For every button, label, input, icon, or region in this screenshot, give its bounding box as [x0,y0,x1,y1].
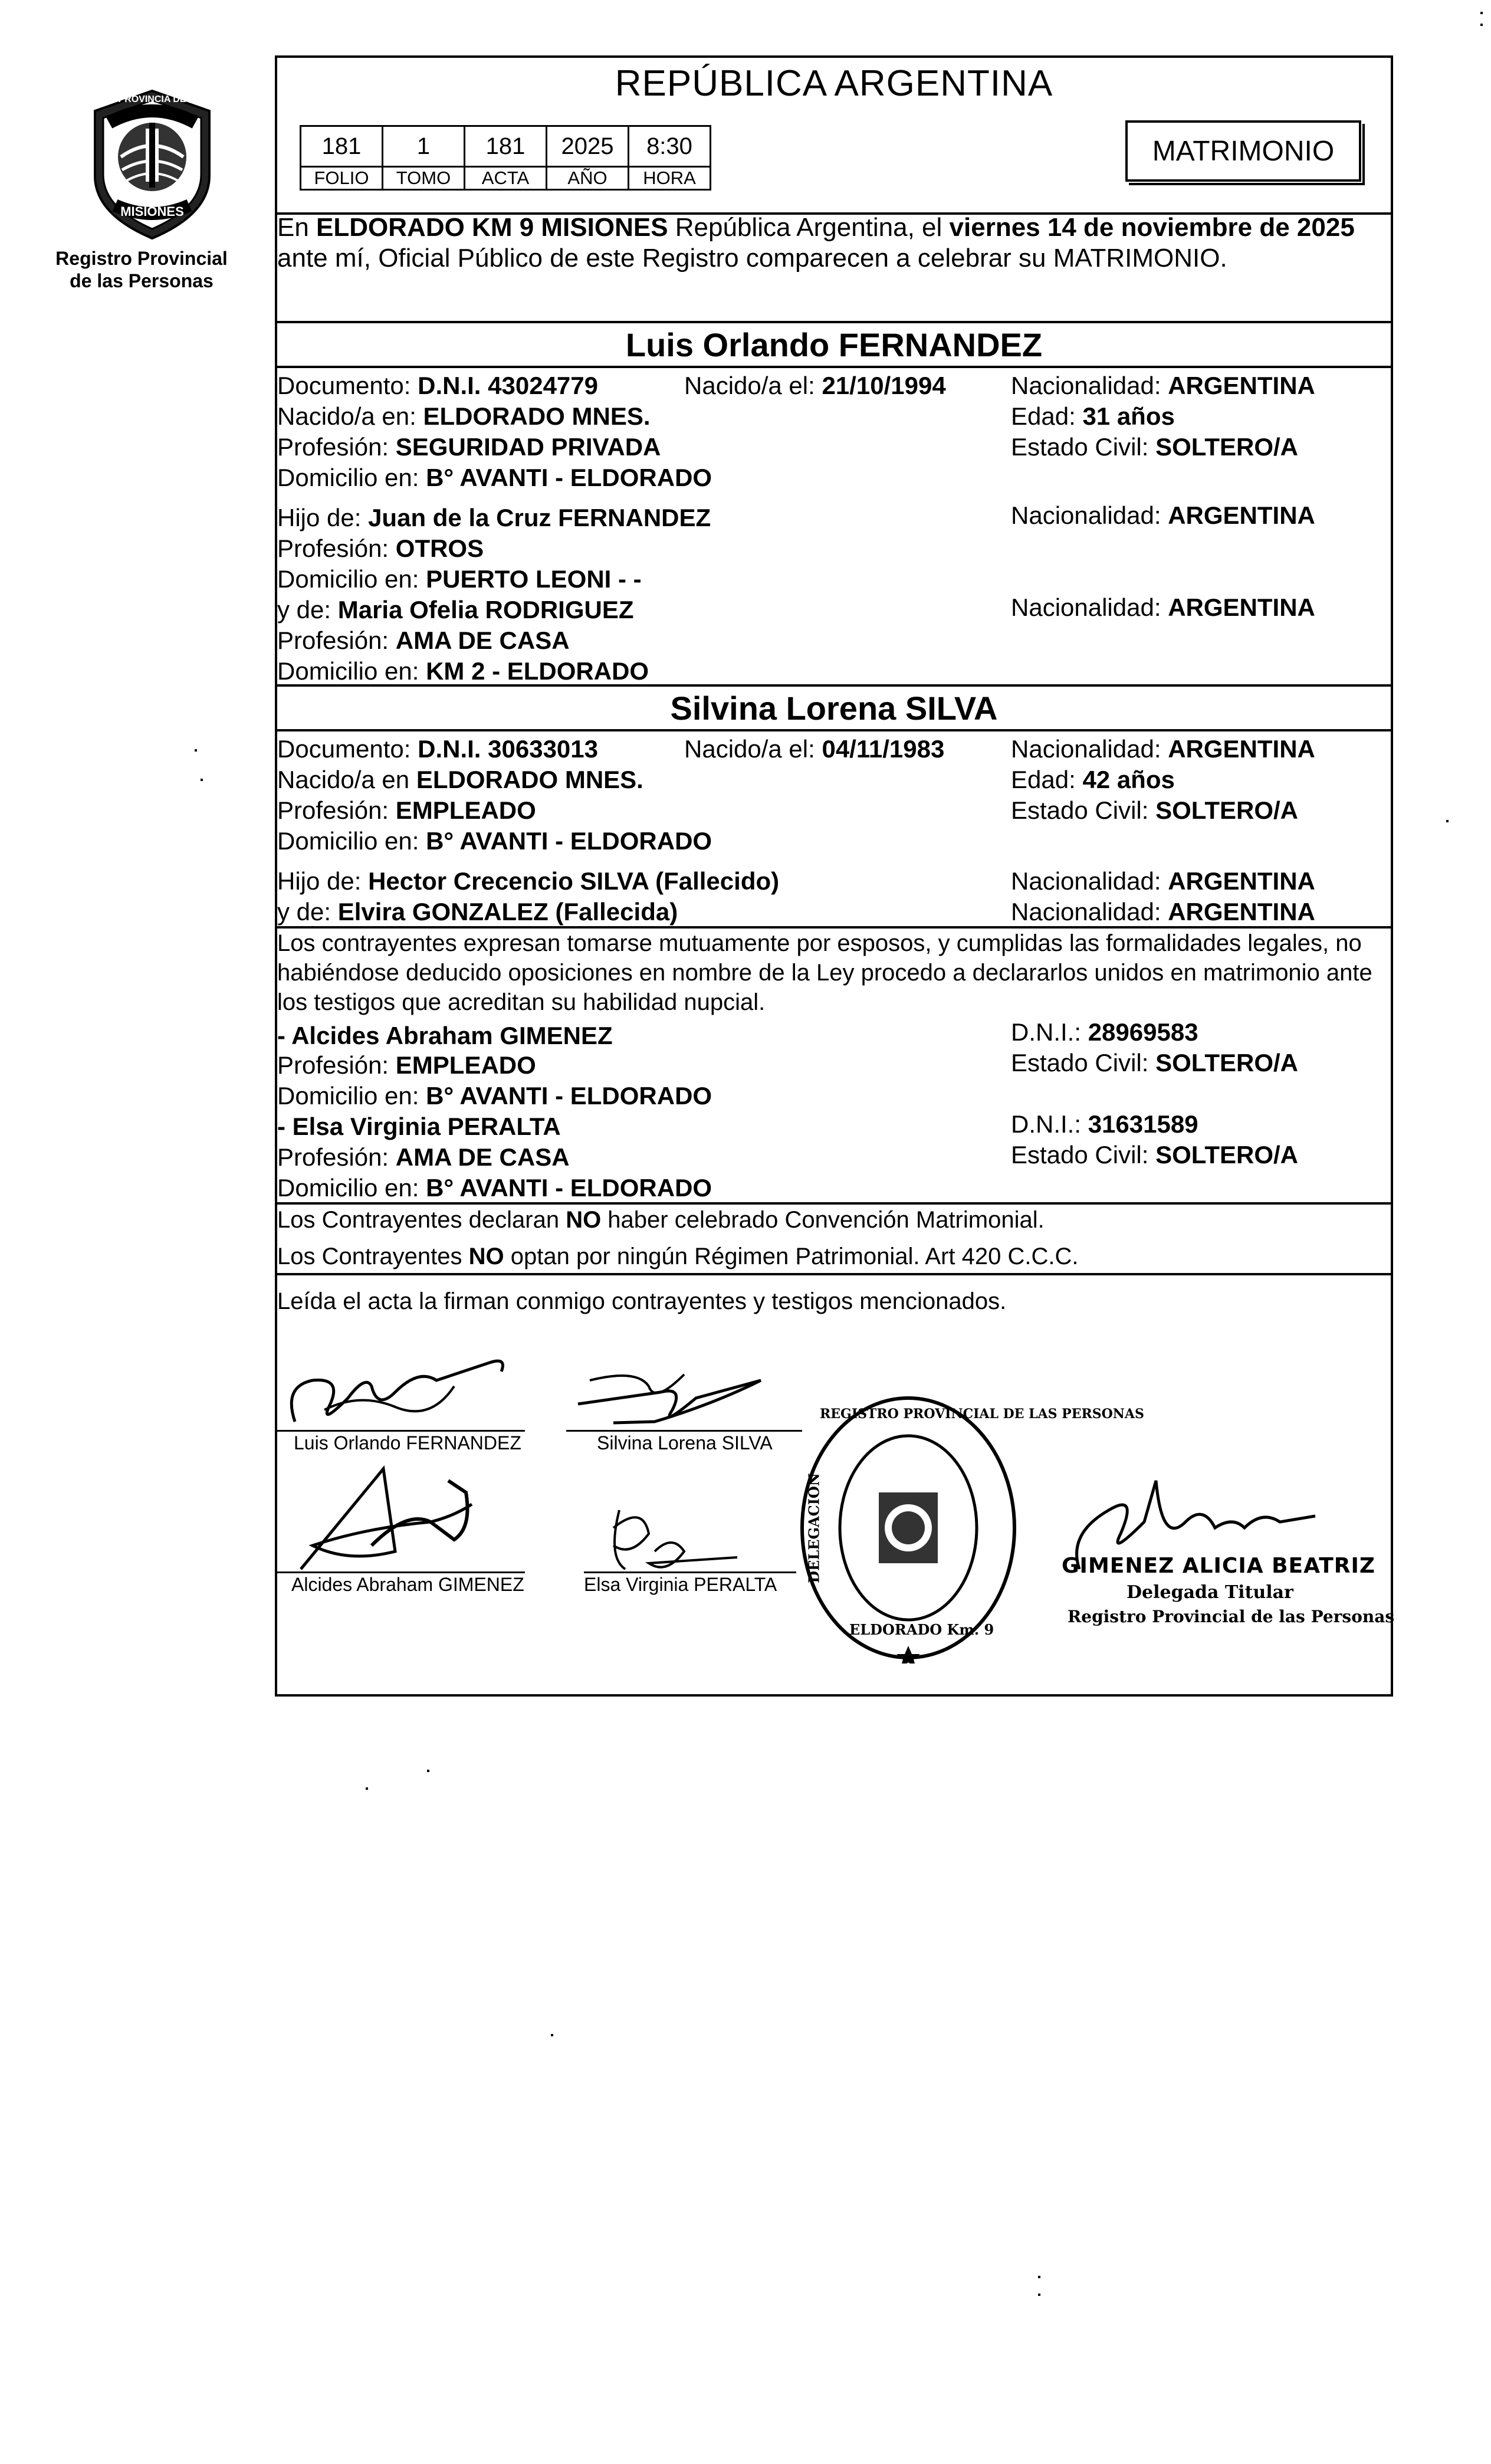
field-value: EMPLEADO [395,1051,536,1079]
field-label: Estado Civil: [1011,433,1149,461]
spouse1-address [277,462,712,493]
signature-4-label: Elsa Virginia PERALTA [584,1574,777,1595]
field-value: ARGENTINA [1168,501,1315,529]
signature-3-line [277,1571,525,1573]
field-value: OTROS [395,534,484,562]
field-label: Nacido/a en: [277,402,416,430]
stamp-ring-bottom: ELDORADO Km. 9 [849,1621,994,1638]
year-value: 2025 [547,126,629,167]
divider [275,729,1393,731]
field-label: Documento: [277,372,411,399]
witness1-civil-status [1011,1048,1298,1078]
regime-text: optan por ningún Régimen Patrimonial. Art 420 C.C.C. [504,1244,1079,1269]
declaration-line3: los testigos que acreditan su habilidad nupcial. [277,989,766,1015]
field-label: D.N.I.: [1011,1018,1082,1046]
spouse1-father-address [277,564,642,595]
witness2-dni [1011,1109,1198,1140]
stamp-ring-top: REGISTRO PROVINCIAL DE LAS PERSONAS [820,1406,1144,1422]
intro-place: ELDORADO KM 9 MISIONES [316,213,668,242]
field-label: Profesión: [277,626,389,654]
act-type-label: MATRIMONIO [1152,135,1335,167]
field-label: Nacionalidad: [1011,372,1161,399]
witness2-profession [277,1142,570,1173]
witness2-address [277,1173,712,1203]
spouse2-birthplace [277,765,643,795]
signature-3-drawing [277,1457,525,1575]
field-label: Domicilio en: [277,565,419,593]
field-label: Profesión: [277,534,389,562]
field-label: Profesión: [277,796,389,824]
signature-2-line [566,1430,802,1432]
field-label: Nacionalidad: [1011,593,1161,621]
spouse2-address [277,826,712,857]
signature-2-label: Silvina Lorena SILVA [597,1432,773,1454]
field-label: Estado Civil: [1011,1141,1149,1169]
spouse2-profession [277,795,536,826]
field-label: Hijo de: [277,867,362,895]
field-value: 21/10/1994 [822,372,946,399]
spouse1-mother-profession [277,625,570,656]
field-value: 31 años [1082,402,1175,430]
intro-line2: ante mí, Oficial Público de este Registro comparecen a celebrar su MATRIMONIO. [277,244,1227,273]
field-label: Nacionalidad: [1011,501,1161,529]
logo-caption-line2: de las Personas [70,270,214,291]
signature-1-line [277,1430,525,1432]
field-label: Domicilio en: [277,1174,419,1202]
witness2-name: - Elsa Virginia PERALTA [277,1113,561,1140]
spouse1-civil-status [1011,432,1298,462]
signature-4-line [584,1571,796,1573]
signature-1-label: Luis Orlando FERNANDEZ [294,1432,521,1454]
scan-speck [1480,24,1483,26]
logo-text-top: PROVINCIA DE [118,94,186,104]
field-value: KM 2 - ELDORADO [426,657,649,685]
field-value: B° AVANTI - ELDORADO [426,827,712,855]
scan-speck [551,2034,553,2036]
hour-value: 8:30 [629,126,711,167]
field-value: B° AVANTI - ELDORADO [426,1082,712,1110]
spouse1-age [1011,401,1175,432]
regime-emphasis: NO [566,1207,602,1233]
scan-speck [427,1770,429,1772]
logo-caption-line1: Registro Provincial [55,248,228,269]
intro-date: viernes 14 de noviembre de 2025 [949,213,1355,242]
field-value: ELDORADO MNES. [423,402,651,430]
folio-label: FOLIO [301,167,383,190]
spouse2-civil-status [1011,795,1298,826]
official-round-stamp [796,1392,1144,1664]
field-value: SOLTERO/A [1155,1049,1298,1077]
stamp-ring-left: DELEGACION [805,1473,823,1583]
spouse2-father-nationality [1011,866,1315,897]
witness2-civil-status [1011,1140,1298,1170]
field-value: B° AVANTI - ELDORADO [426,1174,712,1202]
field-value: ARGENTINA [1168,898,1315,926]
divider [275,684,1393,687]
tomo-label: TOMO [383,167,465,190]
scan-speck [1480,12,1483,14]
field-value: EMPLEADO [395,796,536,824]
regime-emphasis: NO [468,1244,504,1269]
spouse1-mother-nationality [1011,592,1315,623]
logo-text-bottom: MISIONES [120,204,184,219]
folio-value: 181 [301,126,383,167]
field-value: SEGURIDAD PRIVADA [395,433,661,461]
scan-speck [366,1787,368,1790]
registry-meta-table [300,125,711,191]
spouse2-document [277,734,598,765]
field-value: 28969583 [1088,1018,1198,1046]
spouse1-mother [277,595,634,625]
field-label: Edad: [1011,766,1076,793]
field-value: ARGENTINA [1168,372,1315,399]
field-label: Profesión: [277,1051,389,1079]
regime-text: Los Contrayentes [277,1244,469,1269]
field-label: Estado Civil: [1011,796,1149,824]
regime-line2 [277,1241,1079,1272]
intro-line1 [277,212,1355,243]
field-value: Hector Crecencio SILVA (Fallecido) [368,867,780,895]
field-label: Profesión: [277,433,389,461]
field-label: Domicilio en: [277,657,419,685]
signature-1-drawing [277,1351,525,1439]
intro-text: En [277,213,317,242]
spouse2-mother [277,897,678,927]
witness1-address [277,1081,712,1111]
field-label: Domicilio en: [277,464,419,491]
regime-line1 [277,1205,1045,1235]
field-label: Profesión: [277,1143,389,1171]
field-value: ARGENTINA [1168,867,1315,895]
official-name: GIMENEZ ALICIA BEATRIZ [1062,1554,1375,1578]
field-label: Nacido/a en [277,766,410,793]
field-label: Nacionalidad: [1011,735,1161,763]
tomo-value: 1 [383,126,465,167]
spouse2-mother-nationality [1011,897,1315,927]
field-value: SOLTERO/A [1155,796,1298,824]
act-type-box [1125,120,1361,182]
scan-speck [201,779,203,781]
field-label: D.N.I.: [1011,1110,1082,1138]
spouse1-mother-address [277,656,649,687]
spouse1-nationality [1011,370,1315,401]
scan-speck [195,749,197,752]
declaration-line1: Los contrayentes expresan tomarse mutuamente por esposos, y cumplidas las formalidades legales, no [277,930,1362,956]
hour-label: HORA [629,167,711,190]
signature-2-drawing [566,1357,802,1433]
scan-speck [1446,820,1449,822]
field-label: Domicilio en: [277,1082,419,1110]
field-label: Edad: [1011,402,1076,430]
divider [275,1273,1393,1275]
document-title: REPÚBLICA ARGENTINA [615,63,1053,104]
field-label: Documento: [277,735,411,763]
field-value: ARGENTINA [1168,735,1315,763]
field-value: 42 años [1082,766,1175,793]
field-value: AMA DE CASA [395,1143,570,1171]
acta-value: 181 [465,126,547,167]
official-role: Delegada Titular [1127,1582,1293,1603]
signature-4-drawing [584,1487,796,1581]
field-value: Elvira GONZALEZ (Fallecida) [337,898,678,926]
field-label: Nacido/a el: [684,735,815,763]
field-value: PUERTO LEONI - - [426,565,642,593]
field-value: 04/11/1983 [822,735,945,763]
field-label: Hijo de: [277,504,362,531]
declaration-line2: habiéndose deducido oposiciones en nombre de la Ley procedo a declararlos unidos en matrimonio ante [277,960,1372,986]
witness1-name: - Alcides Abraham GIMENEZ [277,1022,613,1049]
spouse2-nationality [1011,734,1315,765]
divider [275,321,1393,323]
field-value: B° AVANTI - ELDORADO [426,464,712,491]
field-value: 31631589 [1088,1110,1198,1138]
scan-speck [1038,2276,1040,2278]
spouse1-father-profession [277,533,484,564]
field-value: AMA DE CASA [395,626,570,654]
field-label: Nacido/a el: [684,372,815,399]
acta-label: ACTA [465,167,547,190]
regime-text: haber celebrado Convención Matrimonial. [601,1207,1045,1233]
field-label: Nacionalidad: [1011,898,1161,926]
field-label: Estado Civil: [1011,1049,1149,1077]
witness1-dni [1011,1017,1198,1048]
spouse1-father [277,503,711,533]
divider [275,366,1393,368]
field-value: Juan de la Cruz FERNANDEZ [368,504,711,531]
field-value: SOLTERO/A [1155,1141,1298,1169]
field-value: D.N.I. 43024779 [418,372,598,399]
field-label: Nacionalidad: [1011,867,1161,895]
field-label: y de: [277,898,331,926]
field-label: y de: [277,596,331,624]
field-value: ARGENTINA [1168,593,1315,621]
spouse2-age [1011,765,1175,795]
signature-3-label: Alcides Abraham GIMENEZ [291,1574,524,1595]
spouse1-father-nationality [1011,500,1315,531]
official-office: Registro Provincial de las Personas [1068,1607,1395,1626]
province-logo [86,87,219,242]
spouse2-birthdate [684,734,944,765]
field-value: ELDORADO MNES. [416,766,643,793]
field-value: Maria Ofelia RODRIGUEZ [337,596,634,624]
witness1-profession [277,1050,536,1081]
spouse1-document [277,370,598,401]
field-value: SOLTERO/A [1155,433,1298,461]
spouse1-birthdate [684,370,946,401]
field-label: Domicilio en: [277,827,419,855]
intro-text: República Argentina, el [668,213,950,242]
scan-speck [1038,2294,1040,2296]
spouse1-birthplace [277,401,651,432]
spouse1-profession [277,432,661,462]
spouse2-name: Silvina Lorena SILVA [670,690,998,727]
spouse1-name: Luis Orlando FERNANDEZ [625,326,1043,363]
spouse2-father [277,866,779,897]
regime-text: Los Contrayentes declaran [277,1207,566,1233]
closing-statement: Leída el acta la firman conmigo contrayentes y testigos mencionados. [277,1288,1007,1314]
field-value: D.N.I. 30633013 [418,735,598,763]
year-label: AÑO [547,167,629,190]
